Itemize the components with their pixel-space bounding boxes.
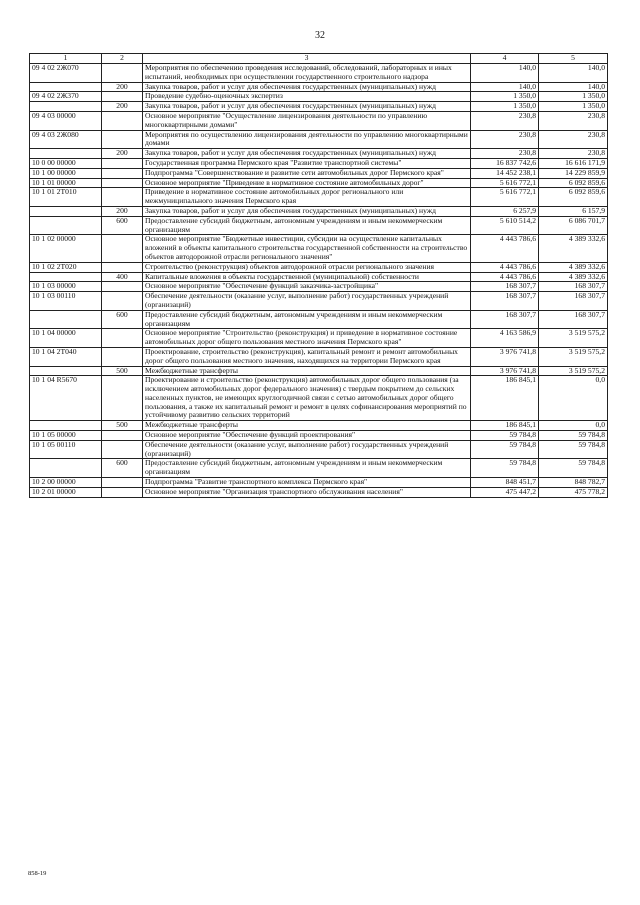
amount-year-1-cell: 3 976 741,8 xyxy=(471,347,539,366)
amount-year-2-cell: 4 389 332,6 xyxy=(539,235,608,262)
item-name-cell: Межбюджетные трансферты xyxy=(143,366,471,376)
table-row xyxy=(30,459,608,478)
amount-year-2-cell: 4 389 332,6 xyxy=(539,272,608,282)
item-name-cell: Основное мероприятие "Приведение в нормативное состояние автомобильных дорог" xyxy=(143,178,471,188)
target-code-cell: 10 1 03 00110 xyxy=(30,292,102,311)
table-header-row xyxy=(30,54,608,64)
footer-document-code: 858-19 xyxy=(28,870,47,877)
budget-table xyxy=(29,53,608,498)
page-number: 32 xyxy=(315,30,325,41)
amount-year-1-cell: 59 784,8 xyxy=(471,440,539,459)
expense-type-cell xyxy=(102,440,143,459)
amount-year-1-cell: 168 307,7 xyxy=(471,282,539,292)
target-code-cell: 10 1 01 2Т010 xyxy=(30,188,102,207)
item-name-cell: Основное мероприятие "Организация транспортного обслуживания населения" xyxy=(143,487,471,497)
amount-year-2-cell: 168 307,7 xyxy=(539,292,608,311)
expense-type-cell xyxy=(102,431,143,441)
target-code-cell: 09 4 03 2Ж080 xyxy=(30,130,102,149)
amount-year-2-cell: 475 778,2 xyxy=(539,487,608,497)
column-header-1: 1 xyxy=(30,54,102,64)
amount-year-1-cell: 475 447,2 xyxy=(471,487,539,497)
amount-year-2-cell: 168 307,7 xyxy=(539,310,608,329)
amount-year-1-cell: 5 616 772,1 xyxy=(471,178,539,188)
target-code-cell: 10 1 04 R5670 xyxy=(30,376,102,421)
expense-type-cell xyxy=(102,158,143,168)
item-name-cell: Капитальные вложения в объекты государственной (муниципальной) собственности xyxy=(143,272,471,282)
expense-type-cell xyxy=(102,292,143,311)
table-row xyxy=(30,82,608,92)
amount-year-1-cell: 4 443 786,6 xyxy=(471,272,539,282)
table-row xyxy=(30,149,608,159)
column-header-3: 3 xyxy=(143,54,471,64)
amount-year-2-cell: 6 086 701,7 xyxy=(539,216,608,235)
amount-year-2-cell: 848 782,7 xyxy=(539,478,608,488)
table-row xyxy=(30,262,608,272)
target-code-cell: 10 0 00 00000 xyxy=(30,158,102,168)
target-code-cell: 10 2 00 00000 xyxy=(30,478,102,488)
table-body xyxy=(30,64,608,498)
amount-year-2-cell: 230,8 xyxy=(539,111,608,130)
table-row xyxy=(30,431,608,441)
table-row xyxy=(30,310,608,329)
target-code-cell: 09 4 03 00000 xyxy=(30,111,102,130)
target-code-cell xyxy=(30,366,102,376)
amount-year-2-cell: 3 519 575,2 xyxy=(539,329,608,348)
amount-year-2-cell: 59 784,8 xyxy=(539,440,608,459)
amount-year-1-cell: 168 307,7 xyxy=(471,310,539,329)
target-code-cell: 10 1 01 00000 xyxy=(30,178,102,188)
item-name-cell: Закупка товаров, работ и услуг для обеспечения государственных (муниципальных) нужд xyxy=(143,206,471,216)
amount-year-2-cell: 3 519 575,2 xyxy=(539,347,608,366)
item-name-cell: Обеспечение деятельности (оказание услуг, выполнение работ) государственных учреждений (организаций) xyxy=(143,292,471,311)
target-code-cell: 10 2 01 00000 xyxy=(30,487,102,497)
amount-year-2-cell: 230,8 xyxy=(539,130,608,149)
table-row xyxy=(30,178,608,188)
table-row xyxy=(30,292,608,311)
expense-type-cell xyxy=(102,168,143,178)
item-name-cell: Проведение судебно-оценочных экспертиз xyxy=(143,92,471,102)
item-name-cell: Межбюджетные трансферты xyxy=(143,421,471,431)
target-code-cell: 10 1 04 00000 xyxy=(30,329,102,348)
item-name-cell: Мероприятия по обеспечению проведения исследований, обследований, лабораторных и иных испытаний, необходимых при осуществлении государственного строительного надзора xyxy=(143,64,471,83)
amount-year-2-cell: 1 350,0 xyxy=(539,92,608,102)
column-header-2: 2 xyxy=(102,54,143,64)
amount-year-1-cell: 4 443 786,6 xyxy=(471,262,539,272)
amount-year-1-cell: 4 163 586,9 xyxy=(471,329,539,348)
item-name-cell: Мероприятия по осуществлению лицензирования деятельности по управлению многоквартирными домами xyxy=(143,130,471,149)
expense-type-cell: 200 xyxy=(102,206,143,216)
item-name-cell: Основное мероприятие "Обеспечение функций заказчика-застройщика" xyxy=(143,282,471,292)
table-row xyxy=(30,188,608,207)
table-row xyxy=(30,111,608,130)
amount-year-2-cell: 3 519 575,2 xyxy=(539,366,608,376)
table-row xyxy=(30,206,608,216)
target-code-cell xyxy=(30,272,102,282)
item-name-cell: Строительство (реконструкция) объектов автодорожной отрасли регионального значения xyxy=(143,262,471,272)
expense-type-cell xyxy=(102,130,143,149)
item-name-cell: Предоставление субсидий бюджетным, автономным учреждениям и иным некоммерческим организациям xyxy=(143,216,471,235)
expense-type-cell: 500 xyxy=(102,366,143,376)
item-name-cell: Проектирование и строительство (реконструкция) автомобильных дорог общего пользования (за исключением автомобильных дорог федерального значения) с твердым покрытием до сельских населенных пунктов, не имеющих круглогодичной связи с сетью автомобильных дорог общего пользования, а также их капитальный ремонт и ремонт в целях софинансирования мероприятий по устойчивому развитию сельских территорий xyxy=(143,376,471,421)
amount-year-1-cell: 5 610 514,2 xyxy=(471,216,539,235)
item-name-cell: Обеспечение деятельности (оказание услуг, выполнение работ) государственных учреждений (организаций) xyxy=(143,440,471,459)
amount-year-2-cell: 140,0 xyxy=(539,82,608,92)
item-name-cell: Приведение в нормативное состояние автомобильных дорог регионального или межмуниципального значения Пермского края xyxy=(143,188,471,207)
item-name-cell: Предоставление субсидий бюджетным, автономным учреждениям и иным некоммерческим организациям xyxy=(143,310,471,329)
item-name-cell: Основное мероприятие "Строительство (реконструкция) и приведение в нормативное состояние автомобильных дорог общего пользования местного значения Пермского края" xyxy=(143,329,471,348)
target-code-cell xyxy=(30,421,102,431)
amount-year-1-cell: 140,0 xyxy=(471,64,539,83)
amount-year-1-cell: 4 443 786,6 xyxy=(471,235,539,262)
expense-type-cell xyxy=(102,478,143,488)
amount-year-1-cell: 186 845,1 xyxy=(471,421,539,431)
amount-year-2-cell: 6 092 859,6 xyxy=(539,178,608,188)
item-name-cell: Предоставление субсидий бюджетным, автономным учреждениям и иным некоммерческим организациям xyxy=(143,459,471,478)
target-code-cell: 10 1 02 00000 xyxy=(30,235,102,262)
expense-type-cell: 600 xyxy=(102,216,143,235)
amount-year-2-cell: 0,0 xyxy=(539,376,608,421)
amount-year-1-cell: 140,0 xyxy=(471,82,539,92)
target-code-cell: 10 1 05 00000 xyxy=(30,431,102,441)
amount-year-1-cell: 1 350,0 xyxy=(471,92,539,102)
target-code-cell: 10 1 00 00000 xyxy=(30,168,102,178)
item-name-cell: Основное мероприятие "Осуществление лицензирования деятельности по управлению многоквартирными домами" xyxy=(143,111,471,130)
amount-year-1-cell: 230,8 xyxy=(471,111,539,130)
table-row xyxy=(30,102,608,112)
target-code-cell xyxy=(30,216,102,235)
amount-year-2-cell: 140,0 xyxy=(539,64,608,83)
amount-year-1-cell: 230,8 xyxy=(471,130,539,149)
expense-type-cell xyxy=(102,178,143,188)
item-name-cell: Закупка товаров, работ и услуг для обеспечения государственных (муниципальных) нужд xyxy=(143,149,471,159)
target-code-cell xyxy=(30,206,102,216)
target-code-cell: 10 1 03 00000 xyxy=(30,282,102,292)
column-header-5: 5 xyxy=(539,54,608,64)
item-name-cell: Подпрограмма "Развитие транспортного комплекса Пермского края" xyxy=(143,478,471,488)
expense-type-cell xyxy=(102,487,143,497)
table-row xyxy=(30,421,608,431)
target-code-cell xyxy=(30,149,102,159)
table-row xyxy=(30,64,608,83)
amount-year-1-cell: 168 307,7 xyxy=(471,292,539,311)
table-row xyxy=(30,272,608,282)
amount-year-2-cell: 6 157,9 xyxy=(539,206,608,216)
expense-type-cell: 200 xyxy=(102,82,143,92)
expense-type-cell: 500 xyxy=(102,421,143,431)
table-row xyxy=(30,440,608,459)
amount-year-1-cell: 848 451,7 xyxy=(471,478,539,488)
target-code-cell: 10 1 02 2Т020 xyxy=(30,262,102,272)
amount-year-1-cell: 14 452 238,1 xyxy=(471,168,539,178)
table-row xyxy=(30,366,608,376)
expense-type-cell: 600 xyxy=(102,459,143,478)
expense-type-cell xyxy=(102,347,143,366)
expense-type-cell xyxy=(102,188,143,207)
amount-year-1-cell: 5 616 772,1 xyxy=(471,188,539,207)
target-code-cell: 09 4 02 2Ж370 xyxy=(30,92,102,102)
target-code-cell xyxy=(30,82,102,92)
amount-year-2-cell: 168 307,7 xyxy=(539,282,608,292)
expense-type-cell: 200 xyxy=(102,102,143,112)
target-code-cell xyxy=(30,310,102,329)
table-row xyxy=(30,282,608,292)
expense-type-cell xyxy=(102,64,143,83)
table-row xyxy=(30,347,608,366)
table-row xyxy=(30,130,608,149)
item-name-cell: Основное мероприятие "Бюджетные инвестиции, субсидии на осуществление капитальных вложений в объекты капитального строительства государственной собственности на строительство объектов автодорожной отрасли регионального значения" xyxy=(143,235,471,262)
amount-year-2-cell: 4 389 332,6 xyxy=(539,262,608,272)
amount-year-2-cell: 6 092 859,6 xyxy=(539,188,608,207)
amount-year-1-cell: 6 257,9 xyxy=(471,206,539,216)
amount-year-2-cell: 230,8 xyxy=(539,149,608,159)
target-code-cell xyxy=(30,459,102,478)
expense-type-cell: 600 xyxy=(102,310,143,329)
expense-type-cell xyxy=(102,262,143,272)
amount-year-2-cell: 16 616 171,9 xyxy=(539,158,608,168)
expense-type-cell xyxy=(102,111,143,130)
amount-year-1-cell: 59 784,8 xyxy=(471,459,539,478)
amount-year-1-cell: 59 784,8 xyxy=(471,431,539,441)
table-row xyxy=(30,92,608,102)
amount-year-1-cell: 186 845,1 xyxy=(471,376,539,421)
expense-type-cell xyxy=(102,92,143,102)
item-name-cell: Закупка товаров, работ и услуг для обеспечения государственных (муниципальных) нужд xyxy=(143,82,471,92)
amount-year-2-cell: 59 784,8 xyxy=(539,431,608,441)
table-row xyxy=(30,329,608,348)
expense-type-cell: 400 xyxy=(102,272,143,282)
table-row xyxy=(30,168,608,178)
table-row xyxy=(30,235,608,262)
expense-type-cell xyxy=(102,282,143,292)
table-row xyxy=(30,376,608,421)
amount-year-2-cell: 14 229 859,9 xyxy=(539,168,608,178)
item-name-cell: Закупка товаров, работ и услуг для обеспечения государственных (муниципальных) нужд xyxy=(143,102,471,112)
expense-type-cell: 200 xyxy=(102,149,143,159)
amount-year-2-cell: 59 784,8 xyxy=(539,459,608,478)
table-row xyxy=(30,158,608,168)
expense-type-cell xyxy=(102,376,143,421)
target-code-cell xyxy=(30,102,102,112)
item-name-cell: Проектирование, строительство (реконструкция), капитальный ремонт и ремонт автомобильных дорог общего пользования местного значения, находящихся на территории Пермского края xyxy=(143,347,471,366)
item-name-cell: Государственная программа Пермского края "Развитие транспортной системы" xyxy=(143,158,471,168)
item-name-cell: Подпрограмма "Совершенствование и развитие сети автомобильных дорог Пермского края" xyxy=(143,168,471,178)
target-code-cell: 10 1 04 2Т040 xyxy=(30,347,102,366)
amount-year-1-cell: 16 837 742,6 xyxy=(471,158,539,168)
item-name-cell: Основное мероприятие "Обеспечение функций проектирования" xyxy=(143,431,471,441)
amount-year-1-cell: 3 976 741,8 xyxy=(471,366,539,376)
amount-year-2-cell: 1 350,0 xyxy=(539,102,608,112)
table-row xyxy=(30,478,608,488)
amount-year-1-cell: 230,8 xyxy=(471,149,539,159)
amount-year-1-cell: 1 350,0 xyxy=(471,102,539,112)
table-row xyxy=(30,487,608,497)
target-code-cell: 10 1 05 00110 xyxy=(30,440,102,459)
column-header-4: 4 xyxy=(471,54,539,64)
expense-type-cell xyxy=(102,235,143,262)
table-row xyxy=(30,216,608,235)
target-code-cell: 09 4 02 2Ж070 xyxy=(30,64,102,83)
amount-year-2-cell: 0,0 xyxy=(539,421,608,431)
expense-type-cell xyxy=(102,329,143,348)
